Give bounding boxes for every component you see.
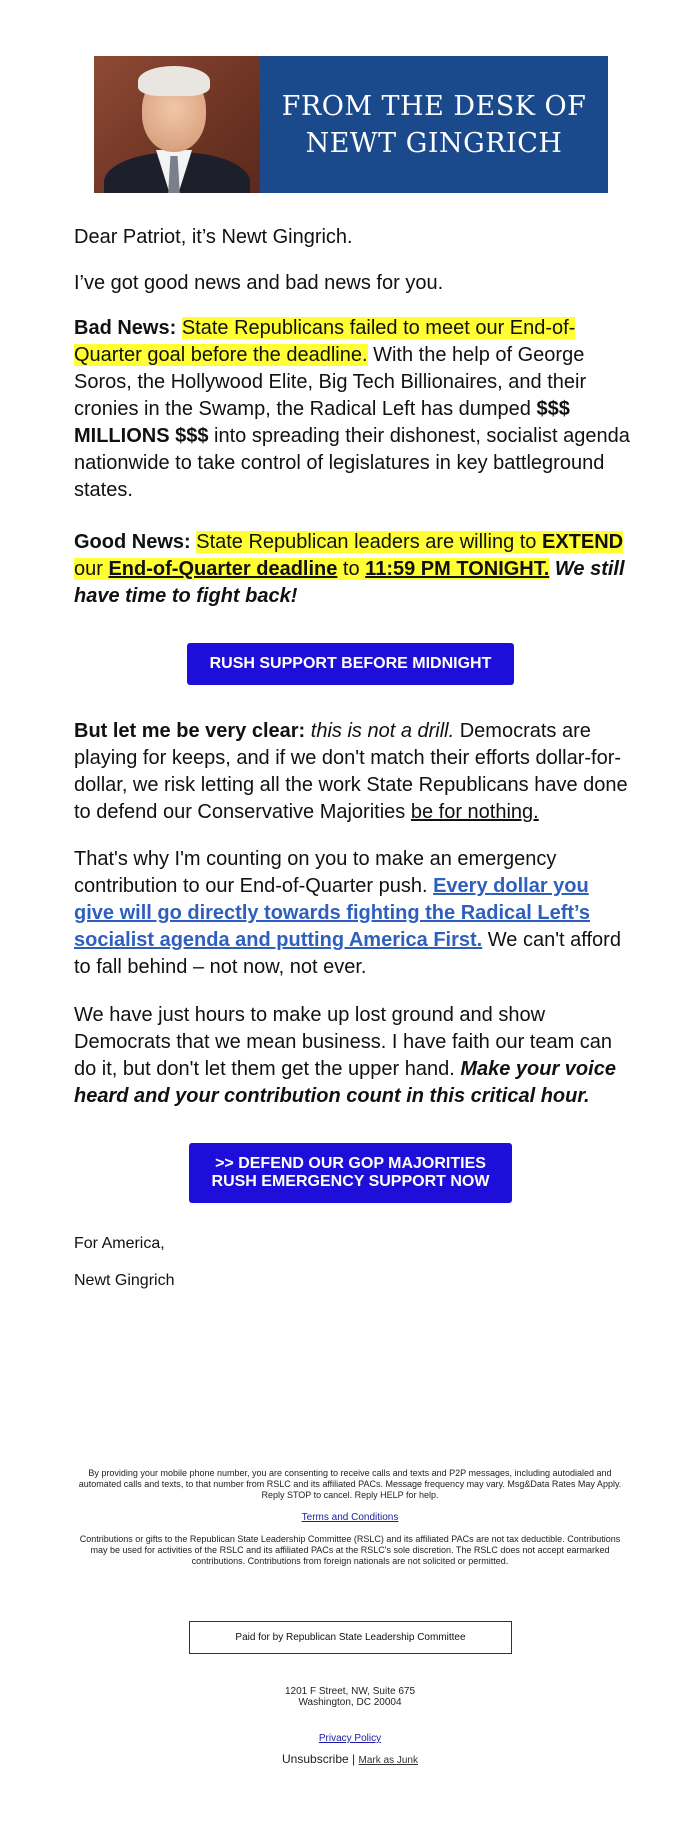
banner-title [260, 56, 608, 193]
bad-news-text-1: With the help of George Soros, the Hollywood Elite, Big Tech Billionaires, and their cronies in the Swamp, the Radical Left has dumped [74, 344, 587, 420]
unsubscribe-row [74, 1752, 626, 1766]
mark-junk-link[interactable]: Mark as Junk [358, 1755, 418, 1766]
bad-news-money: $$$ MILLIONS $$$ [74, 398, 570, 447]
extend-text: EXTEND [542, 531, 624, 553]
counting-text-2: We can't afford to fall behind – not now, not ever. [74, 929, 621, 978]
bad-news-highlight: State Republicans failed to meet our End-of-Quarter goal before the deadline. [74, 317, 576, 366]
banner-line-1: FROM THE DESK OF [281, 90, 587, 122]
defend-majorities-button[interactable] [189, 1143, 512, 1203]
counting-paragraph [74, 846, 634, 981]
terms-container [74, 1512, 626, 1523]
bad-news-paragraph [74, 315, 634, 504]
header-banner [94, 56, 608, 193]
our-text: our [74, 558, 109, 580]
clear-lead: But let me be very clear: [74, 720, 306, 742]
rush-support-button[interactable] [187, 643, 514, 685]
clear-underlined: be for nothing. [410, 801, 539, 823]
good-news-hl-text: State Republican leaders are willing to [196, 531, 542, 553]
paid-for-box [189, 1621, 512, 1654]
intro-text: I’ve got good news and bad news for you. [74, 272, 444, 294]
greeting: Dear Patriot, it’s Newt Gingrich. [74, 226, 353, 248]
portrait-image [94, 56, 260, 193]
signature-name: Newt Gingrich [74, 1272, 175, 1289]
counting-text-1: That's why I'm counting on you to make an emergency contribution to our End-of-Quarter push. [74, 848, 557, 897]
sms-disclaimer: By providing your mobile phone number, you are consenting to receive calls and texts and P2P messages, including autodialed and automated calls and texts, to that number from RSLC and its affiliated PACs. Message frequency may vary. Msg&Data Rates May Apply. Reply STOP to cancel. Reply HELP for help. [78, 1468, 622, 1500]
to-text: to [337, 558, 366, 580]
good-news-label: Good News: [74, 531, 191, 553]
defend-button-line-1: >> DEFEND OUR GOP MAJORITIES [215, 1155, 486, 1172]
hours-bold-italic: Make your voice heard and your contribution count in this critical hour. [74, 1058, 616, 1107]
donate-link[interactable]: Every dollar you give will go directly towards fighting the Radical Left’s socialist agenda and putting America First. [74, 875, 590, 951]
address-line-1: 1201 F Street, NW, Suite 675 [284, 1686, 416, 1697]
closing-text: For America, [74, 1235, 165, 1252]
privacy-link[interactable]: Privacy Policy [318, 1733, 382, 1744]
address-block [74, 1686, 626, 1708]
deadline-text: End-of-Quarter deadline [108, 558, 338, 580]
rush-support-label: RUSH SUPPORT BEFORE MIDNIGHT [209, 655, 492, 672]
clear-italic: this is not a drill. [310, 720, 455, 742]
defend-button-line-2: RUSH EMERGENCY SUPPORT NOW [211, 1173, 490, 1190]
good-news-paragraph [74, 529, 634, 610]
bad-news-text-2: into spreading their dishonest, socialist agenda nationwide to take control of legislatures in key battleground states. [74, 425, 630, 501]
clear-text: Democrats are playing for keeps, and if we don't match their efforts dollar-for-dollar, we risk letting all the work State Republicans have done to defend our Conservative Majorities [74, 720, 628, 823]
contributions-disclaimer: Contributions or gifts to the Republican State Leadership Committee (RSLC) and its affiliated PACs are not tax deductible. Contributions may be used for activities of the RSLC and its affiliated PACs at the RSLC's sole discretion. The RSLC does not accept earmarked contributions. Contributions from foreign nationals are not solicited or permitted. [79, 1534, 621, 1566]
time-text: 11:59 PM TONIGHT. [365, 558, 550, 580]
fight-back-text: We still have time to fight back! [74, 558, 625, 607]
privacy-container [74, 1733, 626, 1744]
hours-text: We have just hours to make up lost ground and show Democrats that we mean business. I have faith our team can do it, but don't let them get the upper hand. [74, 1004, 613, 1080]
hours-paragraph [74, 1002, 634, 1110]
clear-paragraph [74, 718, 634, 826]
paid-for-text: Paid for by Republican State Leadership Committee [235, 1632, 466, 1643]
unsubscribe-separator: | [352, 1752, 356, 1766]
banner-line-2: NEWT GINGRICH [305, 127, 563, 159]
terms-link[interactable]: Terms and Conditions [301, 1512, 399, 1523]
address-line-2: Washington, DC 20004 [298, 1697, 402, 1708]
unsubscribe-link[interactable]: Unsubscribe [282, 1752, 349, 1766]
bad-news-label: Bad News: [74, 317, 177, 339]
